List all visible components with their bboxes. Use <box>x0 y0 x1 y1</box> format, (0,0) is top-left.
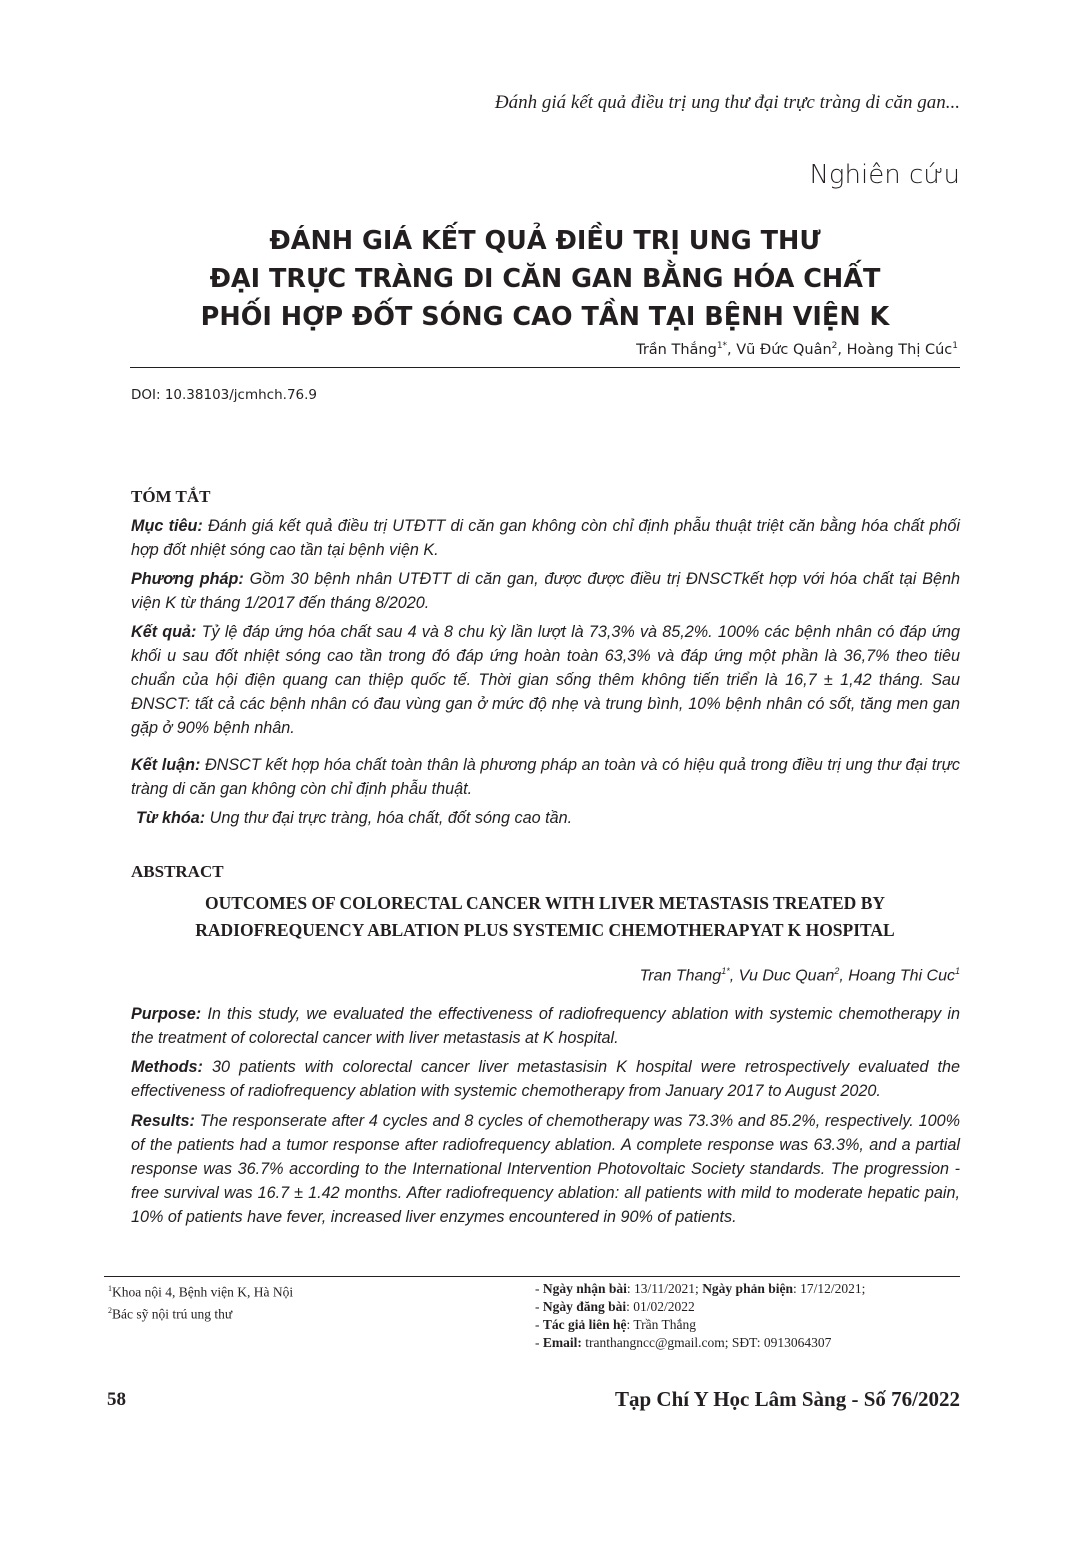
author-name: Hoang Thi Cuc <box>848 967 955 985</box>
abstract-heading: ABSTRACT <box>131 862 224 881</box>
conclusion-label: Kết luận: <box>131 756 201 774</box>
email-label: Email: <box>542 1335 582 1350</box>
page-number: 58 <box>107 1389 126 1410</box>
keywords-text: Ung thư đại trực tràng, hóa chất, đốt sóng cao tần. <box>205 809 573 827</box>
corresponding-label: Tác giả liên hệ <box>542 1317 627 1332</box>
footnote-divider <box>104 1276 960 1277</box>
abstract-purpose <box>131 1002 960 1050</box>
email-value: tranthangncc@gmail.com; SĐT: 0913064307 <box>581 1335 832 1350</box>
title-en-line: OUTCOMES OF COLORECTAL CANCER WITH LIVER METASTASIS TREATED BY <box>204 893 886 913</box>
title-vi-line: PHỐI HỢP ĐỐT SÓNG CAO TẦN TẠI BỆNH VIỆN K <box>200 302 890 332</box>
published-value: : 01/02/2022 <box>626 1299 695 1314</box>
doi: DOI: 10.38103/jcmhch.76.9 <box>131 387 318 403</box>
title-divider <box>130 367 960 368</box>
journal-name: Tạp Chí Y Học Lâm Sàng - Số 76/2022 <box>615 1387 960 1411</box>
author-name: Hoàng Thị Cúc <box>846 341 953 358</box>
summary-results <box>131 620 960 740</box>
methods-text: 30 patients with colorectal cancer liver metastasisin K hospital were retrospectively evaluated the effectiveness of radiofrequency ablation with systemic chemotherapy from January 2017 to August 2020. <box>131 1058 960 1100</box>
summary-methods <box>131 567 960 615</box>
received-value: : 13/11/2021; <box>626 1281 703 1296</box>
reviewed-label: Ngày phản biện <box>702 1281 793 1296</box>
meta-received: - Ngày nhận bài: 13/11/2021; Ngày phản biện: 17/12/2021; <box>535 1281 866 1296</box>
received-label: Ngày nhận bài <box>542 1281 627 1296</box>
author-affiliation: 1* <box>716 341 728 351</box>
title-en-line: RADIOFREQUENCY ABLATION PLUS SYSTEMIC CHEMOTHERAPYAT K HOSPITAL <box>195 920 895 940</box>
footnote-text: Bác sỹ nội trú ung thư <box>112 1306 233 1321</box>
author-name: Tran Thang <box>639 967 722 985</box>
footnote-marker: 2 <box>108 1305 112 1315</box>
author-affiliation: 2 <box>834 966 840 976</box>
meta-email: - Email: tranthangncc@gmail.com; SĐT: 0913064307 <box>535 1335 832 1350</box>
author-affiliation: 1 <box>954 966 960 976</box>
corresponding-value: : Trần Thắng <box>626 1317 697 1332</box>
article-meta <box>535 1280 865 1352</box>
reviewed-value: : 17/12/2021; <box>792 1281 866 1296</box>
results-label: Kết quả: <box>131 623 197 641</box>
author-affiliation: 2 <box>831 341 838 351</box>
affiliation-footnotes <box>108 1280 293 1323</box>
objective-label: Mục tiêu: <box>131 517 203 535</box>
methods-label: Methods: <box>131 1058 203 1076</box>
running-head: Đánh giá kết quả điều trị ung thư đại trực tràng di căn gan... <box>494 92 960 113</box>
abstract-methods <box>131 1055 960 1103</box>
summary-keywords <box>136 806 965 830</box>
methods-text: Gồm 30 bệnh nhân UTĐTT di căn gan, được được điều trị ĐNSCTkết hợp với hóa chất tại Bệnh viện K từ tháng 1/2017 đến tháng 8/2020. <box>131 570 960 612</box>
purpose-text: In this study, we evaluated the effectiveness of radiofrequency ablation with systemic chemotherapy in the treatment of colorectal cancer with liver metastasis at K hospital. <box>131 1005 960 1047</box>
author-name: Vu Duc Quan <box>738 967 835 985</box>
keywords-label: Từ khóa: <box>136 809 206 827</box>
title-vi-line: ĐẠI TRỰC TRÀNG DI CĂN GAN BẰNG HÓA CHẤT <box>209 264 881 294</box>
authors-en: Tran Thang$^{1*}$, Vu Duc Quan$^2$, Hoang Thi Cuc$^1$ <box>639 966 960 985</box>
title-vi-line: ĐÁNH GIÁ KẾT QUẢ ĐIỀU TRỊ UNG THƯ <box>269 226 821 256</box>
results-text: The responserate after 4 cycles and 8 cycles of chemotherapy was 73.3% and 85.2%, respectively. 100% of the patients had a tumor response after radiofrequency ablation. A complete response was 63.3%, and a partial response was 36.7% according to the International Intervention Photovoltaic Society standards. The progression - free survival was 16.7 ± 1.42 months. After radiofrequency ablation: all patients with mild to moderate hepatic pain, 10% of patients have fever, increased liver enzymes encountered in 90% of patients. <box>131 1112 960 1226</box>
results-label: Results: <box>131 1112 195 1130</box>
authors-vi: Trần Thắng$^{1*}$, Vũ Đức Quân$^2$, Hoàng Thị Cúc$^1$ <box>636 341 958 358</box>
abstract-results <box>131 1109 960 1229</box>
meta-published: - Ngày đăng bài: 01/02/2022 <box>535 1299 695 1314</box>
section-label: Nghiên cứu <box>809 160 960 190</box>
summary-conclusion <box>131 753 960 801</box>
author-affiliation: 1* <box>721 966 730 976</box>
footnote-marker: 1 <box>108 1284 112 1293</box>
author-name: Trần Thắng <box>636 341 717 358</box>
summary-heading: TÓM TẮT <box>131 487 211 506</box>
objective-text: Đánh giá kết quả điều trị UTĐTT di căn gan không còn chỉ định phẫu thuật triệt căn bằng hóa chất phối hợp đốt nhiệt sóng cao tần tại bệnh viện K. <box>131 517 960 559</box>
conclusion-text: ĐNSCT kết hợp hóa chất toàn thân là phương pháp an toàn và có hiệu quả trong điều trị ung thư đại trực tràng di căn gan không còn chỉ định phẫu thuật. <box>131 756 960 798</box>
footnote-text: Khoa nội 4, Bệnh viện K, Hà Nội <box>112 1284 294 1300</box>
purpose-label: Purpose: <box>131 1005 202 1023</box>
footnote <box>108 1280 293 1302</box>
article-title-vi <box>0 222 1090 336</box>
author-affiliation: 1 <box>952 341 958 351</box>
methods-label: Phương pháp: <box>131 570 244 588</box>
article-title-en <box>0 890 1090 944</box>
results-text: Tỷ lệ đáp ứng hóa chất sau 4 và 8 chu kỳ lần lượt là 73,3% và 85,2%. 100% các bệnh nhân có đáp ứng khối u sau đốt nhiệt sóng cao tần trong đó đáp ứng hoàn toàn 63,3% và đáp ứng một phần là 36,7% theo tiêu chuẩn của hội điện quang can thiệp quốc tế. Thời gian sống thêm không tiến triển là 16,7 ± 1,42 tháng. Sau ĐNSCT: tất cả các bệnh nhân có đau vùng gan ở mức độ nhẹ và trung bình, 10% bệnh nhân có sốt, tăng men gan gặp ở 90% bệnh nhân. <box>131 623 960 737</box>
summary-objective <box>131 514 960 562</box>
footnote <box>108 1302 293 1324</box>
meta-corresponding: - Tác giả liên hệ: Trần Thắng <box>535 1317 697 1332</box>
author-name: Vũ Đức Quân <box>736 341 832 358</box>
published-label: Ngày đăng bài <box>542 1299 627 1314</box>
